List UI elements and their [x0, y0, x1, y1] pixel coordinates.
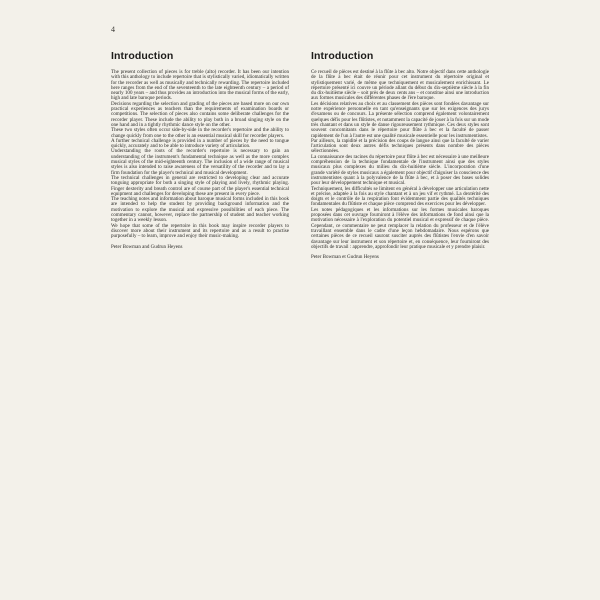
french-paragraph: Par ailleurs, la rapidité et la précision des coups de langue ainsi que la faculté de varier l'articulation sont deux autres défis techniques présents dans nombre des pièces sélectionnées. — [311, 137, 489, 155]
english-paragraph: The present collection of pieces is for treble (alto) recorder. It has been our intention with this anthology to include repertoire that is stylistically varied, idiomatically written for the recorder as well as musically and technically rewarding. The repertoire included here ranges from the end of the seventeenth to the late eighteenth century – a period of nearly 100 years – and thus provides an introduction into the musical forms of the early, high and late baroque periods. — [111, 69, 289, 102]
french-signature: Peter Bowman et Gudrun Heyens — [311, 254, 379, 261]
english-paragraph: Decisions regarding the selection and grading of the pieces are based more on our own practical experiences as teachers than the requirements of examination boards or competitions. The selection of pieces also contains some deliberate challenges for the recorder player. These include the ability to play both in a broad singing style on the one hand and in a tightly rhythmic dance style on the other. — [111, 100, 289, 128]
english-paragraph: The technical challenges in general are restricted to developing clear and accurate tonguing appropriate for both a singing style of playing and lively, rhythmic playing. Finger dexterity and breath control are of course part of the player's essential technical equipment and challenges for developing these are present in every piece. — [111, 174, 289, 197]
page-number: 4 — [111, 25, 115, 34]
french-paragraph: La connaissance des racines du répertoire pour flûte à bec est nécessaire à une meilleure compréhension de la technique fondamentale de l'instrument ainsi que des styles musicaux plus complexes du milieu du dix-huitième siècle. L'incorporation d'une grande variété de styles musicaux a également pour objectif d'aiguiser la conscience des instrumentistes quant à la polyvalence de la flûte à bec, et à poser des bases solides pour leur développement technique et musical. — [311, 153, 489, 187]
english-paragraph: A further technical challenge is provided in a number of pieces by the need to tongue quickly, accurately and to be able to introduce variety of articulation. — [111, 137, 289, 150]
english-paragraph: Understanding the roots of the recorder's repertoire is necessary to gain an understanding of the instrument's fundamental technique as well as the more complex musical styles of the mid-eighteenth century. The inclusion of a wide range of musical styles is also intended to raise awareness of the versatility of the recorder and to lay a firm foundation for the player's technical and musical development. — [111, 148, 289, 176]
english-paragraph: These two styles often occur side-by-side in the recorder's repertoire and the ability to change quickly from one to the other is an essential musical skill for recorder players. — [111, 127, 289, 139]
french-paragraph: Techniquement, les difficultés se limitent en général à développer une articulation nette et précise, adaptée à la fois au style chantant et à un jeu vif et rythmé. La dextérité des doigts et le contrôle de la respiration font évidemment partie des qualités techniques fondamentales du flûtiste et chaque pièce comprend des exercices pour les développer. — [311, 185, 489, 208]
french-heading: Introduction — [311, 50, 374, 62]
english-paragraph: We hope that some of the repertoire in this book may inspire recorder players to discover more about their instrument and its repertoire and as a result to practise purposefully – to learn, improve and enjoy their music-making. — [111, 222, 289, 240]
english-column — [111, 50, 289, 250]
english-paragraph: The teaching notes and information about baroque musical forms included in this book are intended to help the student by providing background information and the motivation to explore the musical and expressive possibilities of each piece. The commentary cannot, however, replace the partnership of student and teacher working together in a weekly lesson. — [111, 196, 289, 224]
french-column — [311, 50, 489, 260]
french-paragraph: Les notes pédagogiques et les informations sur les formes musicales baroques proposées dans cet ouvrage fourniront à l'élève des informations de fond ainsi que la motivation nécessaire à l'exploration du potentiel musical et expressif de chaque pièce. Cependant, ce commentaire ne peut remplacer la relation du professeur et de l'élève travaillant ensemble dans le cadre d'une leçon hebdomadaire. Nous espérons que certaines pièces de ce recueil sauront susciter auprès des flûtistes l'envie d'en savoir davantage sur leur instrument et son répertoire et, en conséquence, leur fourniront des objectifs de travail : apprendre, approfondir leur pratique musicale et y prendre plaisir. — [311, 206, 489, 250]
english-signature: Peter Bowman and Gudrun Heyens — [111, 243, 183, 250]
french-paragraph: Les décisions relatives au choix et au classement des pièces sont fondées davantage sur notre expérience personnelle en tant qu'enseignants que sur les exigences des jurys d'examens ou de concours. La présente sélection comprend également volontairement quelques défis pour les flûtistes, et notamment la capacité de jouer à la fois sur un mode très chantant et dans un style de danse rigoureusement rythmique. Ces deux styles sont souvent concomitants dans le répertoire pour flûte à bec et la faculté de passer rapidement de l'un à l'autre est une qualité musicale essentielle pour les instrumentistes. — [311, 100, 489, 139]
french-paragraph: Ce recueil de pièces est destiné à la flûte à bec alto. Notre objectif dans cette anthologie de la flûte à bec était de réunir pour cet instrument du répertoire original et stylistiquement varié, de même que techniquement et musicalement enrichissant. Le répertoire présenté ici couvre un période allant du début du dix-septième siècle à la fin du dix-huitième siècle – soit près de deux cents ans – et constitue ainsi une introduction aux formes musicales des différentes phases de l'ère baroque. — [311, 69, 489, 102]
english-heading: Introduction — [111, 50, 174, 62]
